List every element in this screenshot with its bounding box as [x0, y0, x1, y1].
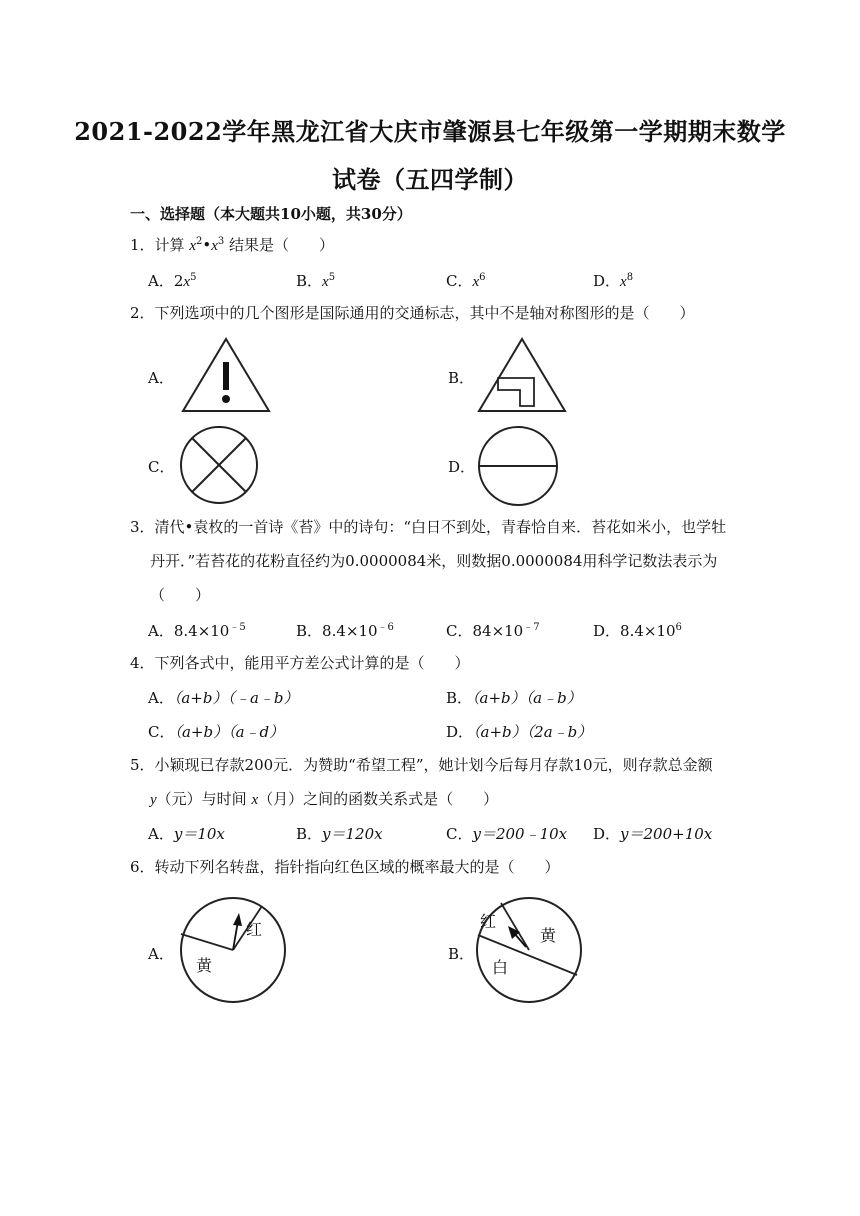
- q2-label-d[interactable]: D．: [448, 458, 476, 476]
- question-2: 2．下列选项中的几个图形是国际通用的交通标志，其中不是轴对称图形的是（ ）: [130, 304, 695, 322]
- page-title-line1: 2021-2022学年黑龙江省大庆市肇源县七年级第一学期期末数学: [74, 117, 786, 146]
- q1-option-a[interactable]: A．$2x^5$: [148, 272, 197, 290]
- question-6: 6．转动下列名转盘，指针指向红色区域的概率最大的是（ ）: [130, 858, 560, 876]
- q2-label-b[interactable]: B．: [448, 369, 475, 387]
- t-junction-sign-figure: [476, 336, 568, 414]
- spinner-b-red-label: 红: [480, 912, 497, 931]
- q5-option-a[interactable]: A．y＝10x: [148, 825, 225, 843]
- q3-option-a[interactable]: A．$8.4\times 10^{﹣5}$: [148, 622, 246, 640]
- q6-label-b[interactable]: B．: [448, 945, 475, 963]
- question-3-line2: 丹开．”若苔花的花粉直径约为0.0000084米，则数据0.0000084用科学记数法表示为: [150, 552, 718, 570]
- q2-label-a[interactable]: A．: [148, 369, 174, 387]
- q3-option-d[interactable]: D．$8.4\times 10^6$: [593, 622, 682, 640]
- q4-option-d[interactable]: D．（a+b）（2a﹣b）: [446, 723, 593, 741]
- q5-option-c[interactable]: C．y＝200﹣10x: [446, 825, 568, 843]
- q1-number: 1．: [130, 236, 155, 254]
- section-heading: 一、选择题（本大题共10小题，共30分）: [130, 205, 412, 223]
- spinner-b-figure: [474, 895, 584, 1005]
- spinner-b-white-label: 白: [492, 958, 509, 977]
- q4-option-c[interactable]: C．（a+b）（a﹣d）: [148, 723, 285, 741]
- q1-option-d[interactable]: D．$x^8$: [593, 272, 634, 290]
- q3-option-c[interactable]: C．$84\times 10^{﹣7}$: [446, 622, 540, 640]
- q5-option-d[interactable]: D．y＝200+10x: [593, 825, 713, 843]
- warning-sign-figure: [180, 336, 272, 414]
- q5-option-b[interactable]: B．y＝120x: [296, 825, 383, 843]
- spinner-a-red-label: 红: [246, 920, 263, 939]
- spinner-b-yellow-label: 黄: [540, 926, 557, 945]
- q3-option-b[interactable]: B．$8.4\times 10^{﹣6}$: [296, 622, 394, 640]
- question-3-line1: 3．清代•袁枚的一首诗《苔》中的诗句：“白日不到处，青春恰自来．苔花如米小，也学牡: [130, 518, 727, 536]
- q6-label-a[interactable]: A．: [148, 945, 174, 963]
- q1-option-c[interactable]: C．$x^6$: [446, 272, 486, 290]
- q4-option-a[interactable]: A．（a+b）（﹣a﹣b）: [148, 689, 299, 707]
- q2-label-c[interactable]: C．: [148, 458, 175, 476]
- spinner-a-figure: [178, 895, 288, 1005]
- q1-option-b[interactable]: B．$x^5$: [296, 272, 336, 290]
- spinner-a-yellow-label: 黄: [196, 956, 213, 975]
- question-3-line3: （ ）: [150, 586, 211, 604]
- bar-circle-sign-figure: [476, 424, 560, 508]
- q4-option-b[interactable]: B．（a+b）（a﹣b）: [446, 689, 582, 707]
- question-5-line1: 5．小颖现已存款200元．为赞助“希望工程”，她计划今后每月存款10元，则存款总金额: [130, 756, 713, 774]
- question-1: 1．计算 $x^2•x^3$ 结果是（ ）: [130, 236, 335, 254]
- page-title-line2: 试卷（五四学制）: [332, 165, 528, 194]
- question-4: 4．下列各式中，能用平方差公式计算的是（ ）: [130, 654, 470, 672]
- cross-circle-sign-figure: [178, 424, 260, 506]
- question-5-line2: y（元）与时间 x（月）之间的函数关系式是（ ）: [150, 790, 499, 808]
